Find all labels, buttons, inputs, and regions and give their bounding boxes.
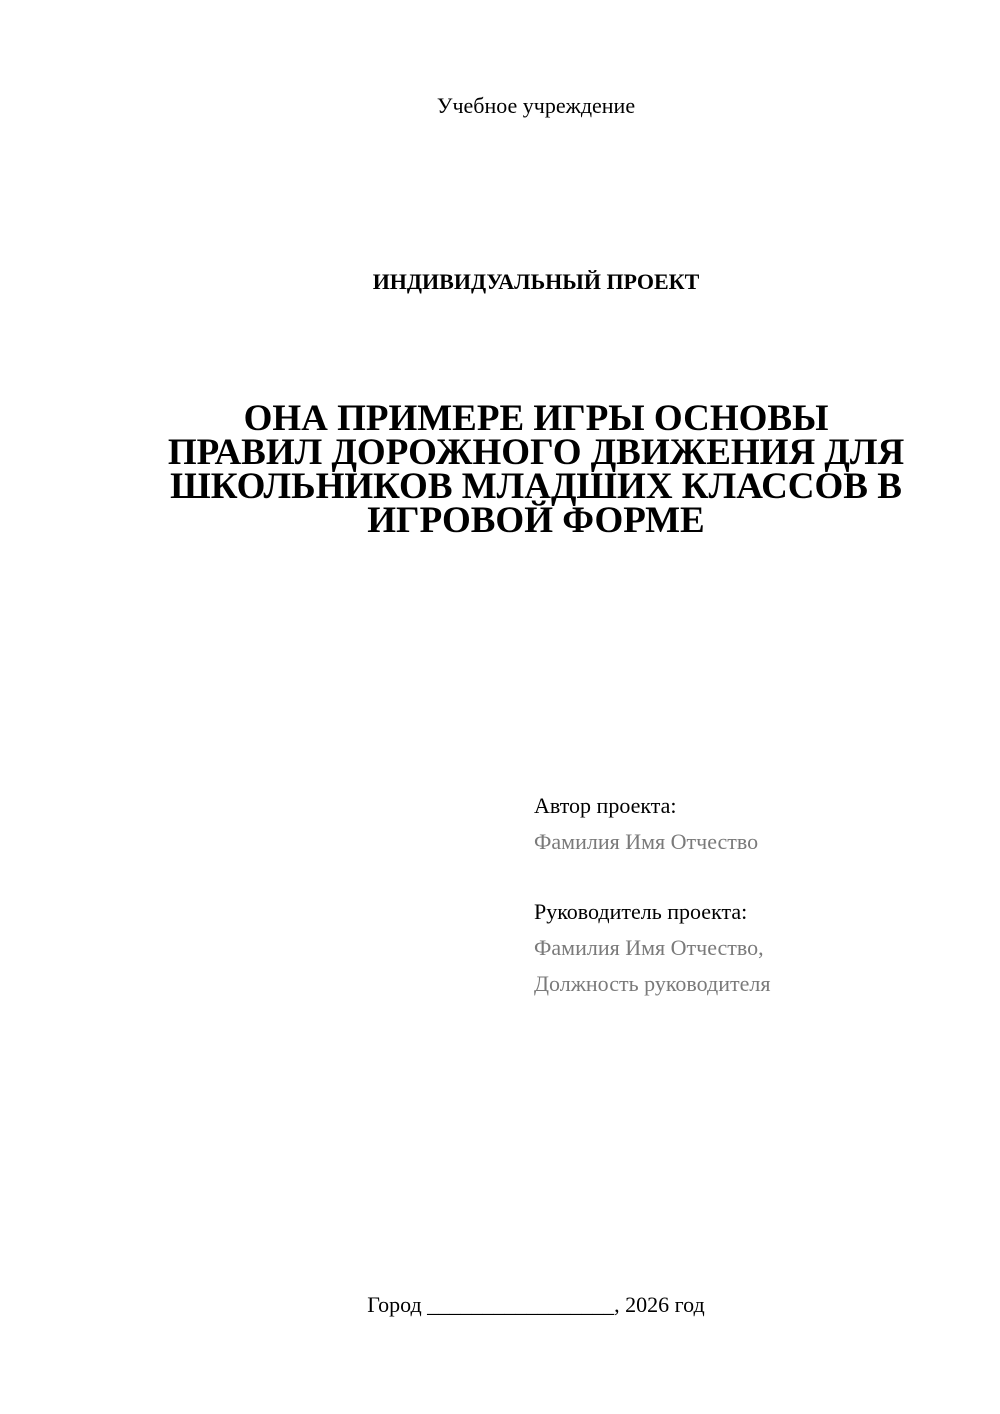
- project-title: [120, 398, 952, 541]
- document-type: ИНДИВИДУАЛЬНЫЙ ПРОЕКТ: [372, 269, 700, 294]
- supervisor-name: Фамилия Имя Отчество,: [534, 935, 764, 960]
- title-line: ПРАВИЛ ДОРОЖНОГО ДВИЖЕНИЯ ДЛЯ: [167, 432, 905, 473]
- title-line: ОНА ПРИМЕРЕ ИГРЫ ОСНОВЫ: [243, 398, 829, 439]
- supervisor-position: Должность руководителя: [534, 971, 771, 996]
- author-label: Автор проекта:: [534, 793, 677, 818]
- author-name: Фамилия Имя Отчество: [534, 829, 759, 854]
- title-line: ШКОЛЬНИКОВ МЛАДШИХ КЛАССОВ В: [170, 466, 902, 507]
- supervisor-section: [534, 894, 974, 1002]
- institution-name: Учебное учреждение: [436, 93, 636, 118]
- city-year-footer: Город _________________, 2026 год: [367, 1292, 705, 1317]
- supervisor-label: Руководитель проекта:: [534, 899, 748, 924]
- title-line: ИГРОВОЙ ФОРМЕ: [367, 500, 705, 541]
- author-section: [534, 788, 974, 860]
